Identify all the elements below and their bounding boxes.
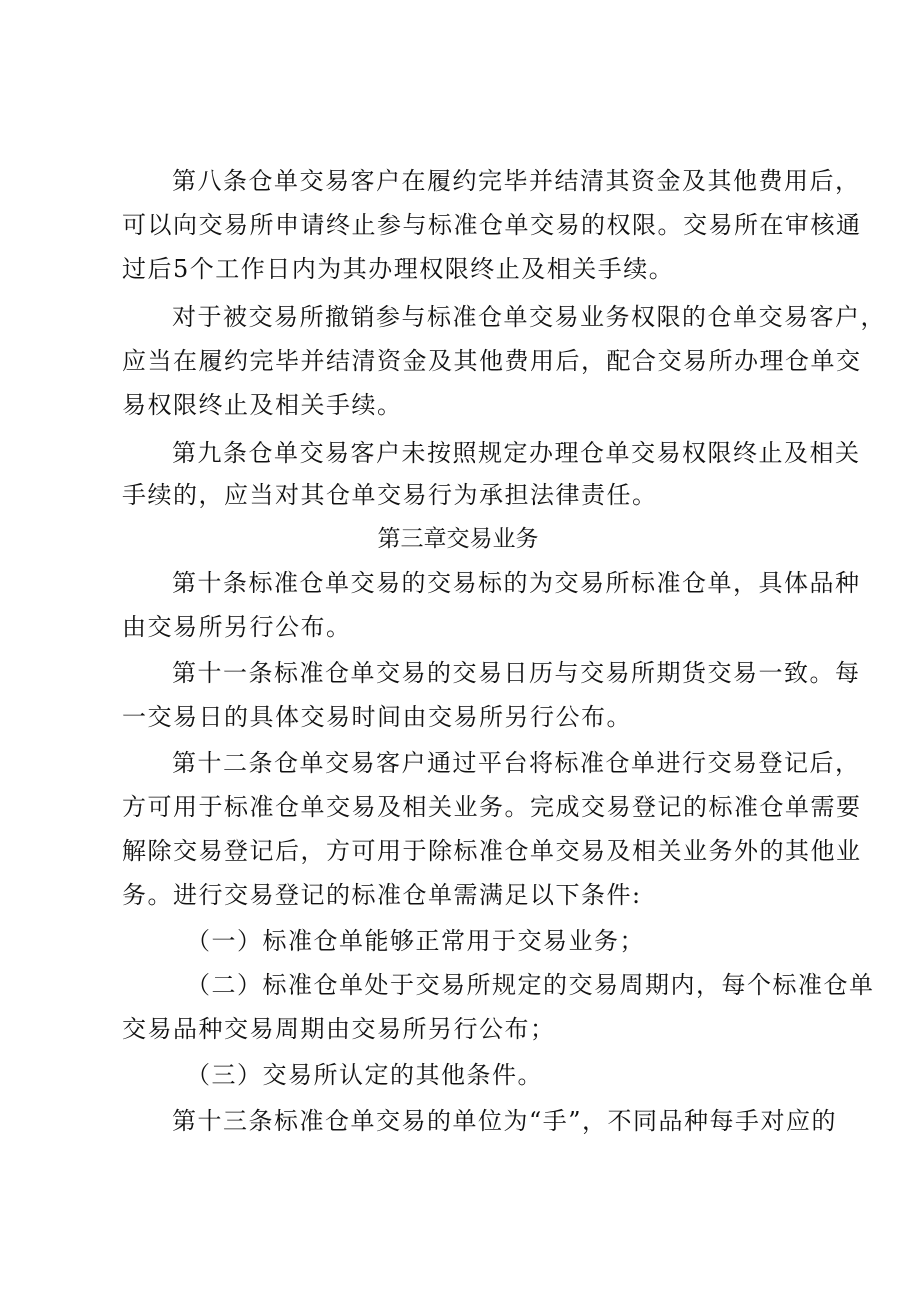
article-8-line-3: 过后5个工作日内为其办理权限终止及相关手续。 (122, 255, 675, 283)
condition-2-line-1: （二）标准仓单处于交易所规定的交易周期内，每个标准仓单 (186, 971, 875, 999)
condition-1-line-1: （一）标准仓单能够正常用于交易业务； (186, 927, 645, 955)
article-11-line-2: 一交易日的具体交易时间由交易所另行公布。 (122, 703, 632, 731)
article-8-line-2: 可以向交易所申请终止参与标准仓单交易的权限。交易所在审核通 (122, 211, 862, 239)
article-8-cont-line-3: 易权限终止及相关手续。 (122, 391, 403, 419)
article-9-line-2: 手续的，应当对其仓单交易行为承担法律责任。 (122, 481, 658, 509)
article-11-line-1: 第十一条标准仓单交易的交易日历与交易所期货交易一致。每 (172, 659, 861, 687)
article-9-line-1: 第九条仓单交易客户未按照规定办理仓单交易权限终止及相关 (172, 439, 861, 467)
article-12-line-4: 务。进行交易登记的标准仓单需满足以下条件: (122, 881, 642, 909)
article-10-line-2: 由交易所另行公布。 (122, 613, 352, 641)
article-8-cont-line-2: 应当在履约完毕并结清资金及其他费用后，配合交易所办理仓单交 (122, 347, 862, 375)
chapter-heading: 第三章交易业务 (377, 526, 539, 552)
condition-3-line-1: （三）交易所认定的其他条件。 (186, 1061, 543, 1089)
article-8-cont-line-1: 对于被交易所撤销参与标准仓单交易业务权限的仓单交易客户， (172, 303, 886, 331)
article-8-line-1: 第八条仓单交易客户在履约完毕并结清其资金及其他费用后， (172, 167, 861, 195)
article-12-line-2: 方可用于标准仓单交易及相关业务。完成交易登记的标准仓单需要 (122, 793, 862, 821)
article-12-line-1: 第十二条仓单交易客户通过平台将标准仓单进行交易登记后， (172, 749, 861, 777)
condition-2-line-2: 交易品种交易周期由交易所另行公布； (122, 1015, 556, 1043)
article-12-line-3: 解除交易登记后，方可用于除标准仓单交易及相关业务外的其他业 (122, 837, 862, 865)
article-10-line-1: 第十条标准仓单交易的交易标的为交易所标准仓单，具体品种 (172, 569, 861, 597)
article-13-line-1: 第十三条标准仓单交易的单位为“手”，不同品种每手对应的 (172, 1107, 838, 1135)
